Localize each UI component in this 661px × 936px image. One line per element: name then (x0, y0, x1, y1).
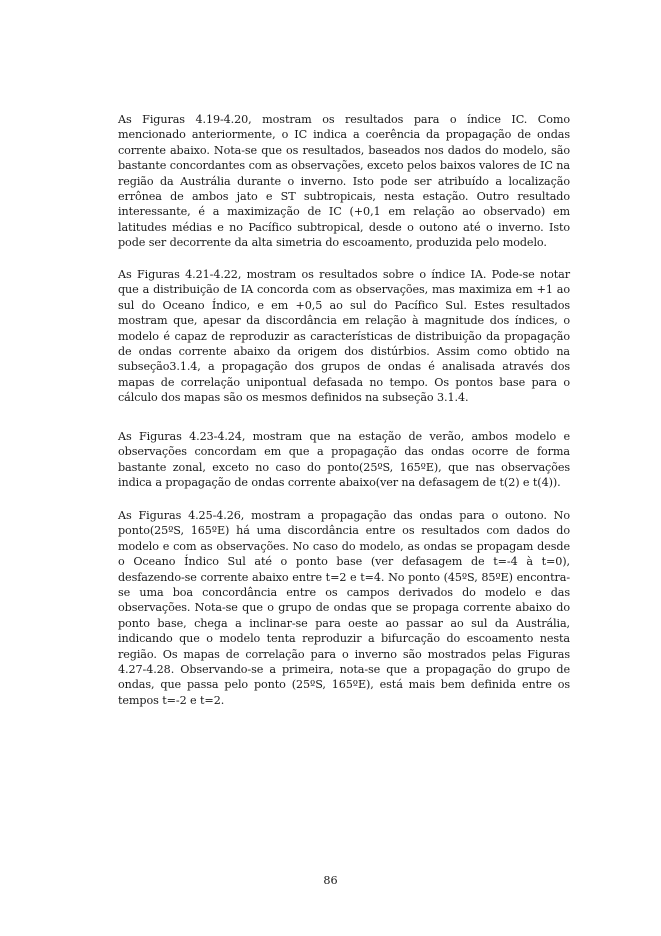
paragraph-summer-propagation: As Figuras 4.23-4.24, mostram que na estação de verão, ambos modelo e observações concordam em que a propagação das ondas ocorre de forma bastante zonal, exceto no caso do ponto(25ºS, 165ºE), que nas observações indica a propagação de ondas corrente abaixo(ver na defasagem de t(2) e t(4)). (118, 430, 570, 490)
paragraph-ic-index: As Figuras 4.19-4.20, mostram os resultados para o índice IC. Como mencionado anteriormente, o IC indica a coerência da propagação de ondas corrente abaixo. Nota-se que os resultados, baseados nos dados do modelo, são bastante concordantes com as observações, exceto pelos baixos valores de IC na região da Austrália durante o inverno. Isto pode ser atribuído a localização errônea de ambos jato e ST subtropicais, nesta estação. Outro resultado interessante, é a maximização de IC (+0,1 em relação ao observado) em latitudes médias e no Pacífico subtropical, desde o outono até o inverno. Isto pode ser decorrente da alta simetria do escoamento, produzida pelo modelo. (118, 113, 570, 250)
paragraph-ia-index: As Figuras 4.21-4.22, mostram os resultados sobre o índice IA. Pode-se notar que a distribuição de IA concorda com as observações, mas maximiza em +1 ao sul do Oceano Índico, e em +0,5 ao sul do Pacífico Sul. Estes resultados mostram que, apesar da discordância em relação à magnitude dos índices, o modelo é capaz de reproduzir as características de distribuição da propagação de ondas corrente abaixo da origem dos distúrbios. Assim como obtido na subseção3.1.4, a propagação dos grupos de ondas é analisada através dos mapas de correlação unipontual defasada no tempo. Os pontos base para o cálculo dos mapas são os mesmos definidos na subseção 3.1.4. (118, 268, 570, 405)
paragraph-autumn-propagation: As Figuras 4.25-4.26, mostram a propagação das ondas para o outono. No ponto(25ºS, 165ºE) há uma discordância entre os resultados com dados do modelo e com as observações. No caso do modelo, as ondas se propagam desde o Oceano Índico Sul até o ponto base (ver defasagem de t=-4 à t=0), desfazendo-se corrente abaixo entre t=2 e t=4. No ponto (45ºS, 85ºE) encontra-se uma boa concordância entre os campos derivados do modelo e das observações. Nota-se que o grupo de ondas que se propaga corrente abaixo do ponto base, chega a inclinar-se para oeste ao passar ao sul da Austrália, indicando que o modelo tenta reproduzir a bifurcação do escoamento nesta região. Os mapas de correlação para o inverno são mostrados pelas Figuras 4.27-4.28. Observando-se a primeira, nota-se que a propagação do grupo de ondas, que passa pelo ponto (25ºS, 165ºE), está mais bem definida entre os tempos t=-2 e t=2. (118, 509, 570, 707)
page-number: 86 (323, 874, 338, 887)
